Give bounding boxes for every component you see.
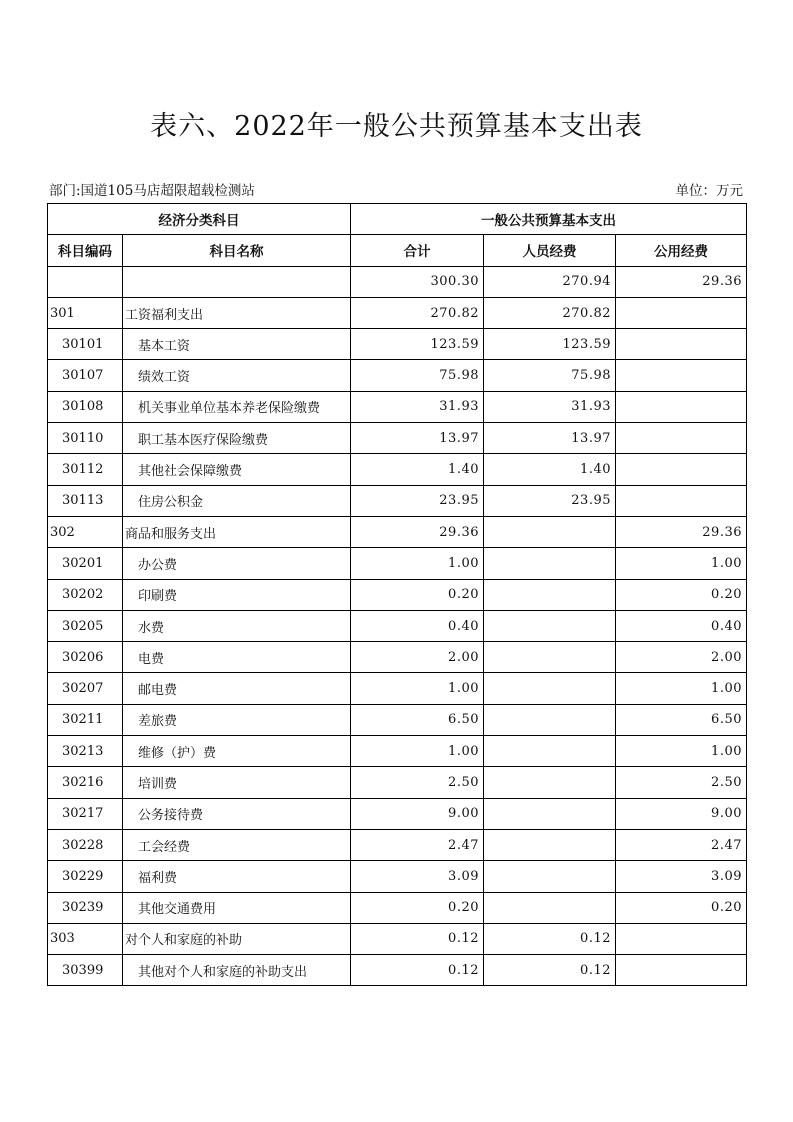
row-public: 3.09 <box>616 861 747 892</box>
table-row <box>48 642 747 673</box>
row-total: 3.09 <box>351 861 484 892</box>
row-public <box>616 485 747 516</box>
row-total: 6.50 <box>351 704 484 735</box>
row-name: 其他交通费用 <box>123 892 351 923</box>
row-public: 0.20 <box>616 579 747 610</box>
row-personnel <box>484 516 616 547</box>
row-public <box>616 297 747 328</box>
row-personnel <box>484 736 616 767</box>
row-public: 0.40 <box>616 610 747 641</box>
row-total: 123.59 <box>351 329 484 360</box>
row-personnel <box>484 548 616 579</box>
row-code: 30201 <box>48 548 123 579</box>
row-code: 30217 <box>48 798 123 829</box>
row-personnel: 23.95 <box>484 485 616 516</box>
row-total: 2.47 <box>351 829 484 860</box>
row-personnel: 75.98 <box>484 360 616 391</box>
row-personnel <box>484 861 616 892</box>
row-public <box>616 329 747 360</box>
row-personnel: 0.12 <box>484 923 616 954</box>
table-row <box>48 892 747 923</box>
row-personnel: 13.97 <box>484 423 616 454</box>
row-code: 301 <box>48 297 123 328</box>
row-code <box>48 266 123 297</box>
row-total: 300.30 <box>351 266 484 297</box>
table-row <box>48 610 747 641</box>
row-name: 基本工资 <box>123 329 351 360</box>
header-group-row <box>48 204 747 235</box>
row-personnel: 0.12 <box>484 955 616 986</box>
row-code: 30239 <box>48 892 123 923</box>
row-code: 303 <box>48 923 123 954</box>
row-name: 邮电费 <box>123 673 351 704</box>
row-total: 31.93 <box>351 391 484 422</box>
row-public: 2.50 <box>616 767 747 798</box>
row-code: 30101 <box>48 329 123 360</box>
row-name: 其他社会保障缴费 <box>123 454 351 485</box>
row-code: 30107 <box>48 360 123 391</box>
row-public <box>616 391 747 422</box>
row-public: 29.36 <box>616 516 747 547</box>
row-public: 2.00 <box>616 642 747 673</box>
row-name: 对个人和家庭的补助 <box>123 923 351 954</box>
row-public: 29.36 <box>616 266 747 297</box>
row-public: 9.00 <box>616 798 747 829</box>
row-public: 6.50 <box>616 704 747 735</box>
table-row <box>48 673 747 704</box>
row-total: 1.40 <box>351 454 484 485</box>
row-public: 2.47 <box>616 829 747 860</box>
header-economic-classification: 经济分类科目 <box>48 204 351 235</box>
row-personnel: 31.93 <box>484 391 616 422</box>
row-total: 270.82 <box>351 297 484 328</box>
unit-label: 单位：万元 <box>675 183 743 199</box>
table-row <box>48 861 747 892</box>
row-name: 印刷费 <box>123 579 351 610</box>
header-column-row <box>48 235 747 266</box>
row-personnel: 1.40 <box>484 454 616 485</box>
row-code: 30202 <box>48 579 123 610</box>
row-public <box>616 454 747 485</box>
table-row <box>48 798 747 829</box>
row-personnel <box>484 704 616 735</box>
row-code: 30207 <box>48 673 123 704</box>
header-public: 公用经费 <box>616 235 747 266</box>
row-personnel <box>484 798 616 829</box>
row-name: 工资福利支出 <box>123 297 351 328</box>
row-public <box>616 923 747 954</box>
table-row <box>48 329 747 360</box>
row-total: 1.00 <box>351 736 484 767</box>
row-code: 30216 <box>48 767 123 798</box>
row-total: 0.20 <box>351 579 484 610</box>
row-name: 维修（护）费 <box>123 736 351 767</box>
row-personnel <box>484 829 616 860</box>
row-name <box>123 266 351 297</box>
row-code: 30206 <box>48 642 123 673</box>
row-personnel: 270.94 <box>484 266 616 297</box>
table-row <box>48 297 747 328</box>
row-personnel <box>484 673 616 704</box>
table-row <box>48 829 747 860</box>
table-row <box>48 454 747 485</box>
row-public: 0.20 <box>616 892 747 923</box>
row-code: 30112 <box>48 454 123 485</box>
row-personnel: 123.59 <box>484 329 616 360</box>
row-personnel <box>484 642 616 673</box>
header-name: 科目名称 <box>123 235 351 266</box>
row-name: 住房公积金 <box>123 485 351 516</box>
row-code: 30228 <box>48 829 123 860</box>
row-code: 30399 <box>48 955 123 986</box>
row-public: 1.00 <box>616 673 747 704</box>
row-name: 绩效工资 <box>123 360 351 391</box>
row-public: 1.00 <box>616 548 747 579</box>
row-personnel: 270.82 <box>484 297 616 328</box>
row-name: 工会经费 <box>123 829 351 860</box>
table-row <box>48 548 747 579</box>
row-total: 1.00 <box>351 548 484 579</box>
row-code: 30213 <box>48 736 123 767</box>
row-name: 培训费 <box>123 767 351 798</box>
header-personnel: 人员经费 <box>484 235 616 266</box>
row-name: 电费 <box>123 642 351 673</box>
row-name: 职工基本医疗保险缴费 <box>123 423 351 454</box>
row-total: 0.12 <box>351 923 484 954</box>
row-code: 30229 <box>48 861 123 892</box>
row-personnel <box>484 579 616 610</box>
row-total: 23.95 <box>351 485 484 516</box>
table-row <box>48 391 747 422</box>
table-row <box>48 955 747 986</box>
department-label: 部门:国道105马店超限超载检测站 <box>49 183 255 199</box>
row-personnel <box>484 610 616 641</box>
row-code: 30205 <box>48 610 123 641</box>
row-public <box>616 955 747 986</box>
header-total: 合计 <box>351 235 484 266</box>
table-row <box>48 579 747 610</box>
header-basic-expenditure: 一般公共预算基本支出 <box>351 204 747 235</box>
row-name: 办公费 <box>123 548 351 579</box>
row-public <box>616 360 747 391</box>
row-name: 水费 <box>123 610 351 641</box>
row-total: 9.00 <box>351 798 484 829</box>
row-name: 机关事业单位基本养老保险缴费 <box>123 391 351 422</box>
row-code: 30211 <box>48 704 123 735</box>
row-total: 0.12 <box>351 955 484 986</box>
table-row <box>48 923 747 954</box>
table-row <box>48 485 747 516</box>
row-total: 1.00 <box>351 673 484 704</box>
row-code: 30110 <box>48 423 123 454</box>
row-public: 1.00 <box>616 736 747 767</box>
table-row <box>48 423 747 454</box>
row-total: 2.00 <box>351 642 484 673</box>
row-name: 差旅费 <box>123 704 351 735</box>
budget-table <box>47 203 747 986</box>
row-total: 75.98 <box>351 360 484 391</box>
page-title: 表六、2022年一般公共预算基本支出表 <box>150 111 643 142</box>
table-row <box>48 516 747 547</box>
row-total: 13.97 <box>351 423 484 454</box>
row-code: 302 <box>48 516 123 547</box>
row-total: 0.40 <box>351 610 484 641</box>
row-total: 29.36 <box>351 516 484 547</box>
row-code: 30113 <box>48 485 123 516</box>
row-code: 30108 <box>48 391 123 422</box>
row-name: 其他对个人和家庭的补助支出 <box>123 955 351 986</box>
row-name: 商品和服务支出 <box>123 516 351 547</box>
header-code: 科目编码 <box>48 235 123 266</box>
table-row <box>48 704 747 735</box>
table-row <box>48 266 747 297</box>
row-personnel <box>484 892 616 923</box>
table-row <box>48 360 747 391</box>
row-name: 福利费 <box>123 861 351 892</box>
row-public <box>616 423 747 454</box>
table-row <box>48 767 747 798</box>
table-row <box>48 736 747 767</box>
row-personnel <box>484 767 616 798</box>
row-name: 公务接待费 <box>123 798 351 829</box>
row-total: 2.50 <box>351 767 484 798</box>
row-total: 0.20 <box>351 892 484 923</box>
